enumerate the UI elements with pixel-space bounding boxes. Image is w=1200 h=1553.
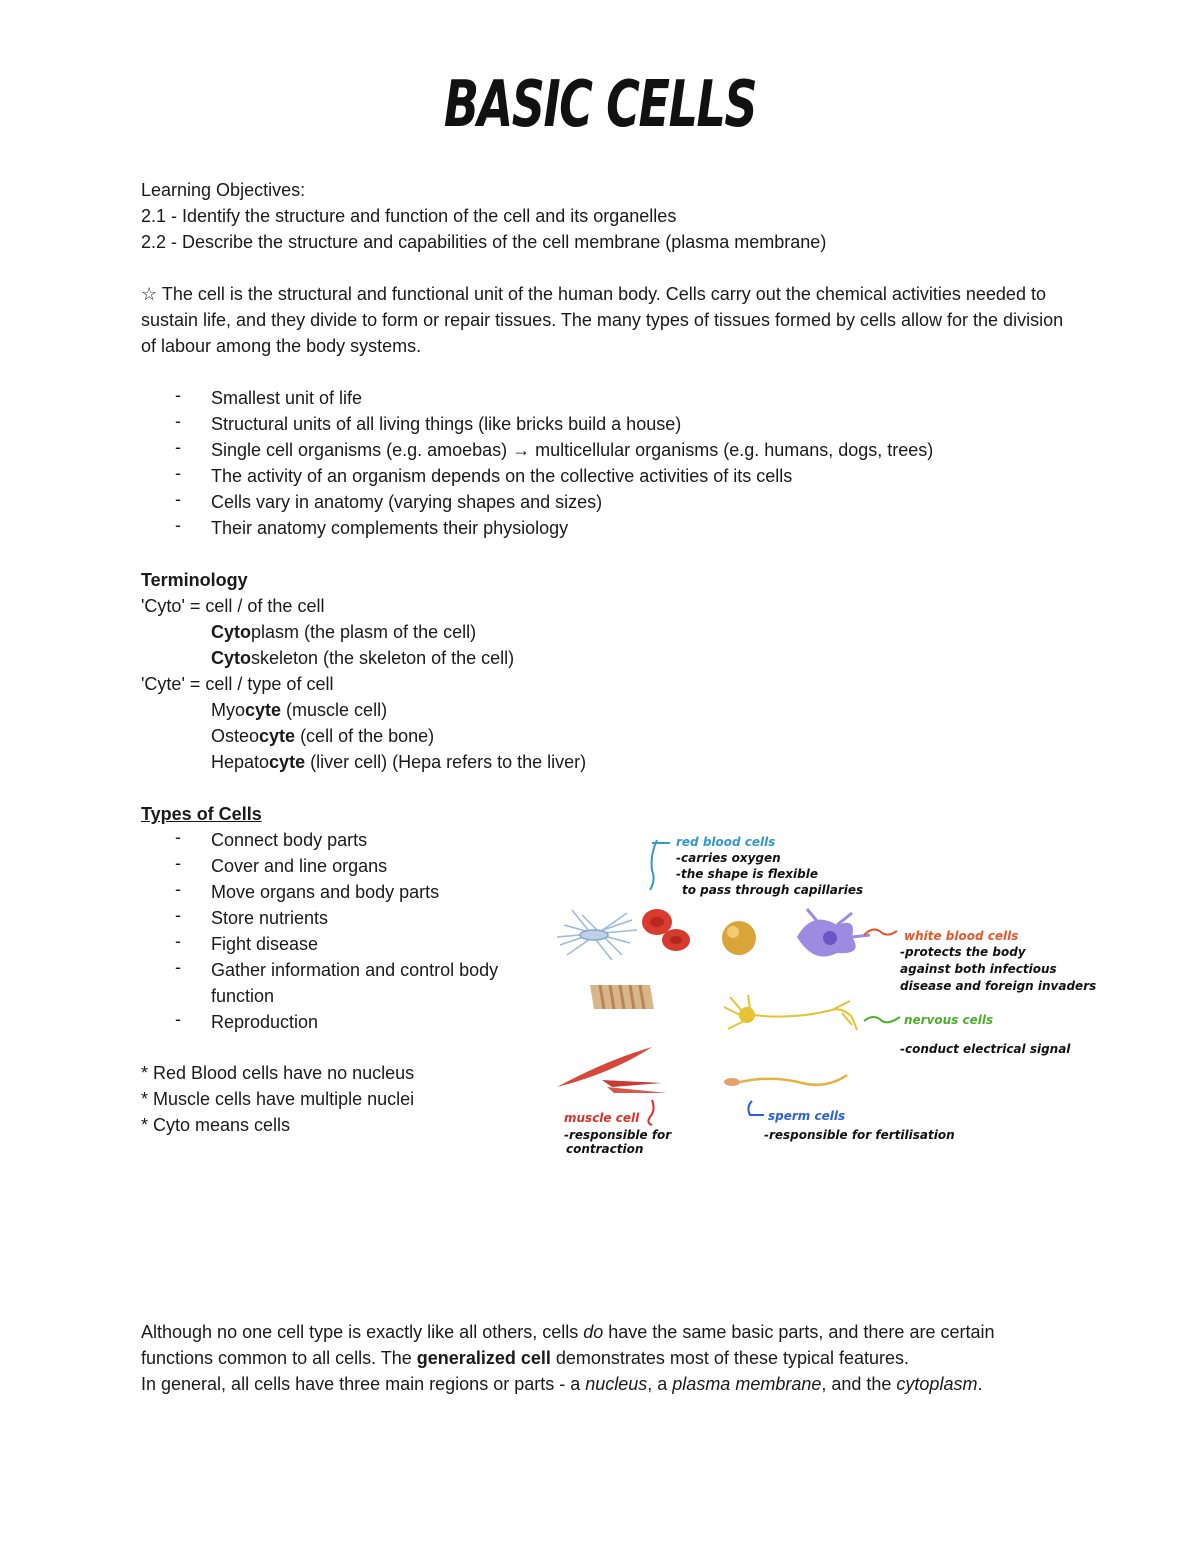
list-item: The activity of an organism depends on the collective activities of its cells xyxy=(211,466,793,486)
smooth-muscle-drawing xyxy=(557,1047,667,1093)
term-example: Hepatocyte (liver cell) (Hepa refers to the liver) xyxy=(211,752,587,772)
rbc-bracket xyxy=(650,840,657,890)
list-item: Move organs and body parts xyxy=(211,882,440,902)
list-item: Single cell organisms (e.g. amoebas) → multicellular organisms (e.g. humans, dogs, trees) xyxy=(211,440,934,460)
wbc-label: disease and foreign invaders xyxy=(900,979,1097,993)
list-item: Fight disease xyxy=(211,934,319,954)
intro-text: The cell is the structural and functional unit of the human body. Cells carry out the chemical activities needed to sustain life, and they divide to form or repair tissues. The many types of tissues formed by cells allow for the division of labour among the body systems. xyxy=(141,284,1064,356)
term-example: Cytoplasm (the plasm of the cell) xyxy=(211,622,477,642)
cell-types-figure xyxy=(552,825,1100,1160)
list-item: Their anatomy complements their physiology xyxy=(211,518,569,538)
muscle-label: contraction xyxy=(566,1142,644,1156)
nerve-label-title: nervous cells xyxy=(904,1013,994,1027)
rbc-label: to pass through capillaries xyxy=(682,883,864,897)
list-item: Smallest unit of life xyxy=(211,388,363,408)
wbc-label-title: white blood cells xyxy=(904,929,1019,943)
list-item: Cover and line organs xyxy=(211,856,388,876)
sperm-label-title: sperm cells xyxy=(768,1109,846,1123)
list-item: Structural units of all living things (like bricks build a house) xyxy=(211,414,682,434)
list-item: Reproduction xyxy=(211,1012,319,1032)
fibroblast-cell-drawing xyxy=(557,910,637,960)
intro-paragraph xyxy=(141,281,1071,359)
wbc-label: against both infectious xyxy=(900,962,1057,976)
note: * Muscle cells have multiple nuclei xyxy=(141,1089,415,1109)
closing-paragraph: Although no one cell type is exactly like all others, cells do have the same basic parts, and there are certain functions common to all cells. The generalized cell demonstrates most of these typical features. In general, all cells have three main regions or parts - a nucleus, a plasma membrane, and the cytoplasm. xyxy=(141,1322,995,1394)
rbc-label-title: red blood cells xyxy=(676,835,776,849)
round-cell-drawing xyxy=(722,921,756,955)
objectives-heading: Learning Objectives: xyxy=(141,180,306,200)
wbc-label: -protects the body xyxy=(900,945,1026,959)
star-icon: ☆ xyxy=(141,284,158,304)
sperm-label: -responsible for fertilisation xyxy=(764,1128,955,1142)
cyto-definition: 'Cyto' = cell / of the cell xyxy=(141,596,325,616)
nerve-label: -conduct electrical signal xyxy=(900,1042,1071,1056)
term-example: Osteocyte (cell of the bone) xyxy=(211,726,435,746)
sperm-arrow xyxy=(748,1101,764,1115)
muscle-label-title: muscle cell xyxy=(564,1111,640,1125)
note: * Red Blood cells have no nucleus xyxy=(141,1063,415,1083)
list-item: Store nutrients xyxy=(211,908,329,928)
term-example: Myocyte (muscle cell) xyxy=(211,700,388,720)
objective-item: 2.1 - Identify the structure and function of the cell and its organelles xyxy=(141,206,677,226)
rbc-label: -carries oxygen xyxy=(676,851,781,865)
white-blood-cell-drawing xyxy=(797,909,870,957)
muscle-label: -responsible for xyxy=(564,1128,672,1142)
nerve-arrow xyxy=(864,1017,900,1022)
note: * Cyto means cells xyxy=(141,1115,291,1135)
list-item: Connect body parts xyxy=(211,830,368,850)
muscle-bracket xyxy=(648,1100,653,1125)
nerve-cell-drawing xyxy=(724,995,857,1030)
rbc-label: -the shape is flexible xyxy=(676,867,818,881)
terminology-heading: Terminology xyxy=(141,570,248,590)
objective-item: 2.2 - Describe the structure and capabilities of the cell membrane (plasma membrane) xyxy=(141,232,827,252)
types-heading: Types of Cells xyxy=(141,804,262,824)
cyte-definition: 'Cyte' = cell / type of cell xyxy=(141,674,334,694)
striated-muscle-drawing xyxy=(590,985,654,1009)
list-item-continuation: function xyxy=(211,986,275,1006)
term-example: Cytoskeleton (the skeleton of the cell) xyxy=(211,648,515,668)
list-item: Cells vary in anatomy (varying shapes and sizes) xyxy=(211,492,603,512)
page-title: BASIC CELLS xyxy=(443,68,757,142)
red-blood-cell-drawing xyxy=(642,909,690,951)
sperm-cell-drawing xyxy=(724,1075,847,1086)
list-item: Gather information and control body xyxy=(211,960,499,980)
